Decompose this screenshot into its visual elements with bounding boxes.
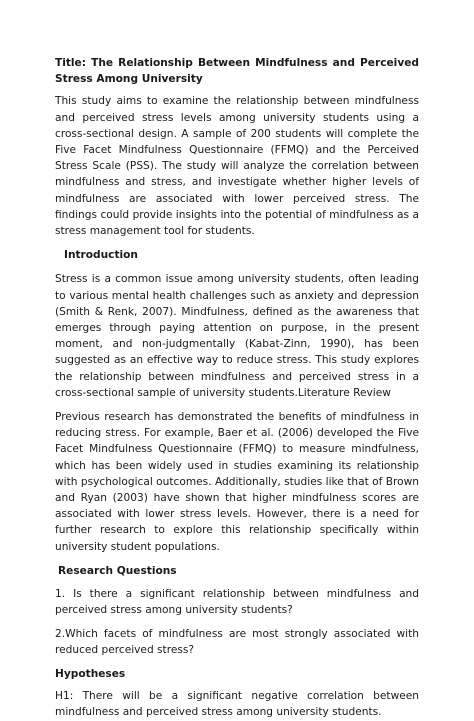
introduction-heading: Introduction xyxy=(64,249,138,262)
hypothesis-1: H1: There will be a significant negative correlation between mindfulness and perceived stress among university students. xyxy=(55,690,419,719)
abstract-paragraph: This study aims to examine the relationship between mindfulness and perceived stress levels among university students using a cross-sectional design. A sample of 200 students will complete the Five Facet Mindfulness Questionnaire (FFMQ) and the Perceived Stress Scale (PSS). The study will analyze the correlation between mindfulness and stress, and investigate whether higher levels of mindfulness are associated with lower perceived stress. The findings could provide insights into the potential of mindfulness as a stress management tool for students. xyxy=(55,95,419,238)
document-title: Title: The Relationship Between Mindfulness and Perceived Stress Among University xyxy=(55,57,419,86)
research-question-1: 1. Is there a significant relationship between mindfulness and perceived stress among university students? xyxy=(55,588,419,617)
research-question-2: 2.Which facets of mindfulness are most strongly associated with reduced perceived stress? xyxy=(55,627,419,656)
hypotheses-heading: Hypotheses xyxy=(55,667,126,680)
document-page xyxy=(55,55,419,721)
research-questions-heading: Research Questions xyxy=(58,564,177,577)
literature-review-paragraph: Previous research has demonstrated the benefits of mindfulness in reducing stress. For example, Baer et al. (2006) developed the Five Facet Mindfulness Questionnaire (FFMQ) to measure mindfulness, which has been widely used in studies examining its relationship with psychological outcomes. Additionally, studies like that of Brown and Ryan (2003) have shown that higher mindfulness scores are associated with lower stress levels. However, there is a need for further research to explore this relationship specifically within university student populations. xyxy=(55,411,419,553)
introduction-paragraph: Stress is a common issue among university students, often leading to various mental health challenges such as anxiety and depression (Smith & Renk, 2007). Mindfulness, defined as the awareness that emerges through paying attention on purpose, in the present moment, and non-judgmentally (Kabat-Zinn, 1990), has been suggested as an effective way to reduce stress. This study explores the relationship between mindfulness and perceived stress in a cross-sectional sample of university students.Literature Review xyxy=(55,273,419,399)
